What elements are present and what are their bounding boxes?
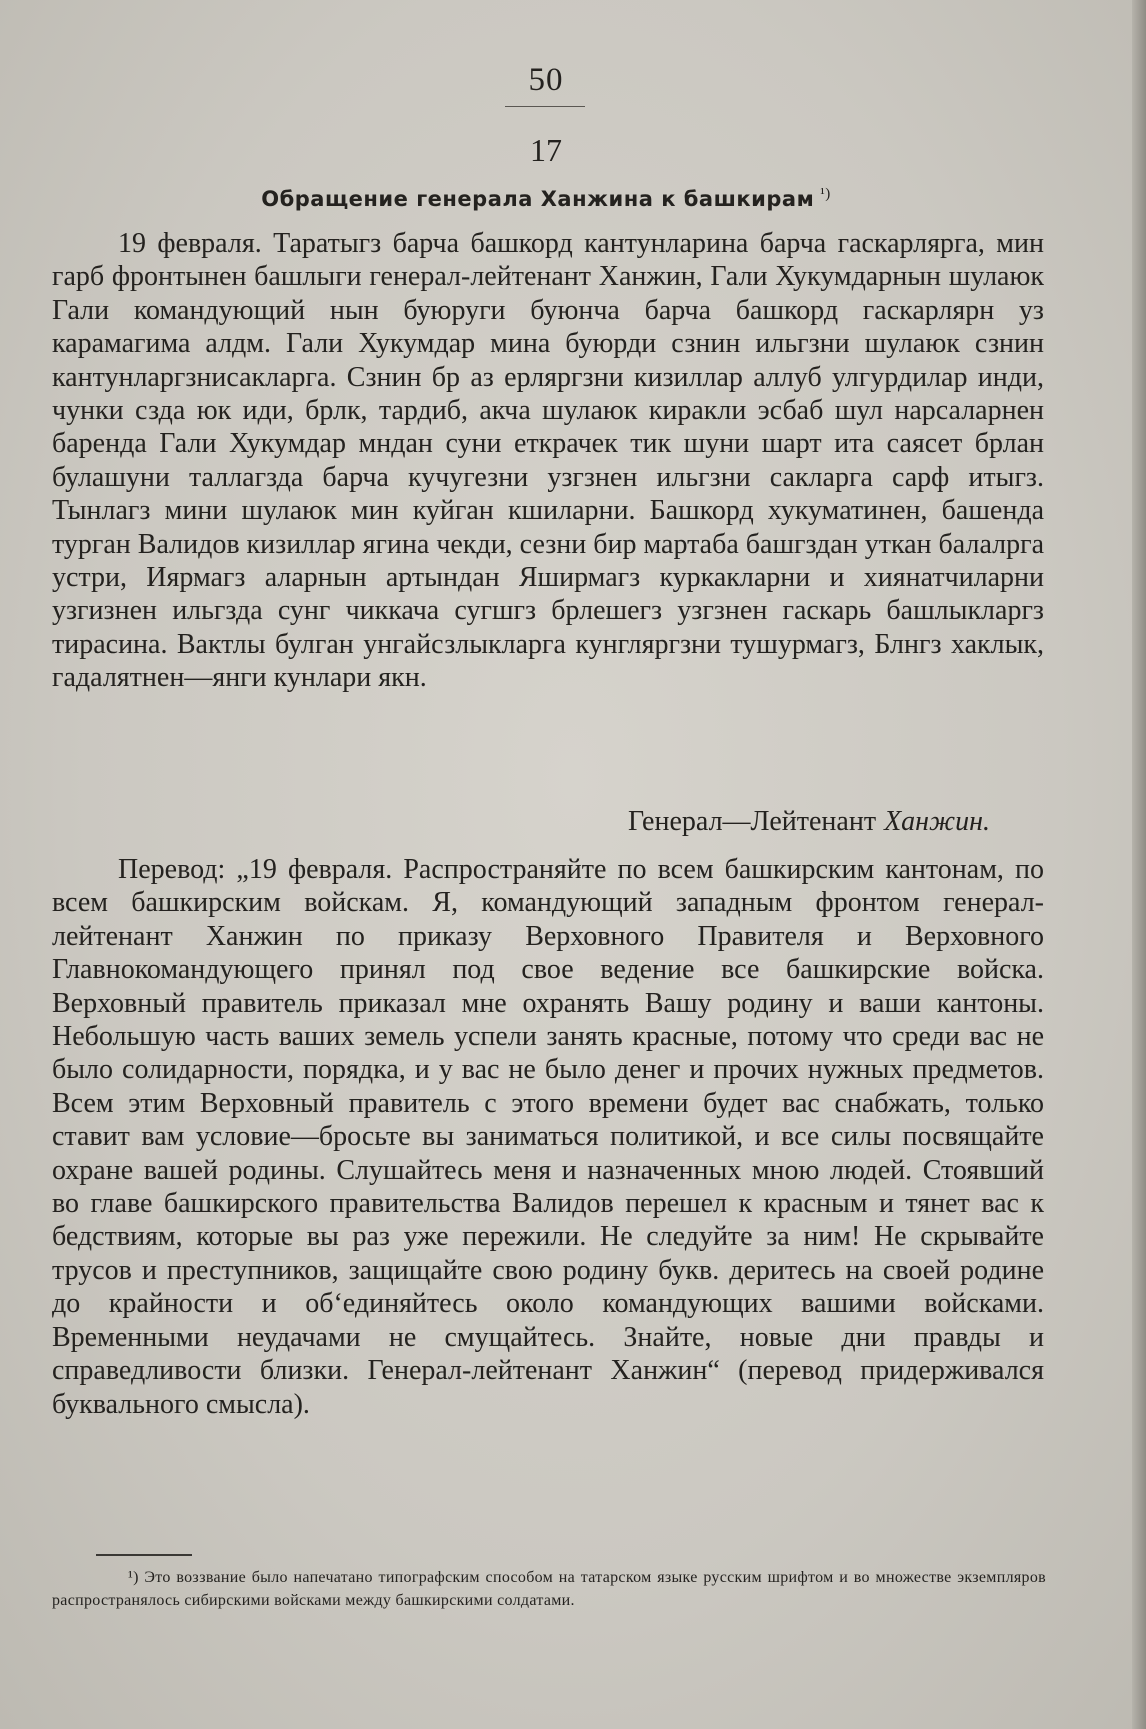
footnote: ¹) Это воззвание было напечатано типографским способом на татарском языке русским шрифтом и во множестве экземпляров распространялось сибирскими войсками между башкирскими солдатами. bbox=[52, 1569, 1046, 1609]
page-edge-shadow bbox=[1132, 0, 1146, 1729]
footnote-rule bbox=[96, 1554, 192, 1556]
document-number: 17 bbox=[530, 132, 562, 168]
translation-text: Перевод: „19 февраля. Распространяйте по всем башкирским кантонам, по всем башкирским войскам. Я, командующий западным фронтом генерал-лейтенант Ханжин по приказу Верховного Правителя и Верховного Главнокомандующего принял под свое ведение все башкирские войска. Верховный правитель приказал мне охранять Вашу родину и ваши кантоны. Небольшую часть ваших земель успели занять красные, потому что среди вас не было солидарности, порядка, и у вас не было денег и прочих нужных предметов. Всем этим Верховный правитель с этого времени будет вас снабжать, только ставит вам условие—бросьте вы заниматься политикой, и все силы посвящайте охране вашей родины. Слушайтесь меня и назначенных мною людей. Стоявший во главе башкирского правительства Валидов перешел к красным и тянет вас к бедствиям, которые вы раз уже пережили. Не следуйте за ним! Не скрывайте трусов и преступников, защищайте свою родину букв. деритесь на своей родине до крайности и об‘единяйтесь около командующих вашими войсками. Временными неудачами не смущайтесь. Знайте, новые дни правды и справедливости близки. Генерал-лейтенант Ханжин“ (перевод придерживался буквального смысла). bbox=[52, 854, 1044, 1420]
page-number-rule bbox=[505, 106, 585, 107]
document-title-text: Обращение генерала Ханжина к башкирам bbox=[261, 187, 815, 211]
signature-name: Ханжин. bbox=[884, 806, 990, 837]
original-appeal-text: 19 февраля. Таратыгз барча башкорд кантунларина барча гаскарлярга, мин гарб фронтынен башлыги генерал-лейтенант Ханжин, Гали Хукумдарнын шулаюк Гали командующий нын буюруги буюнча барча башкорд гаскарлярн уз карамагима алдм. Гали Хукумдар мина буюрди сзнин ильгзни шулаюк сзнин кантунларгзнисакларга. Сзнин бр аз ерляргзни кизиллар аллуб улгурдилар инди, чунки сзда юк иди, брлк, тардиб, акча шулаюк киракли эсбаб шул нарсаларнен баренда Гали Хукумдар мндан суни еткрачек тик шуни шарт ита саясет брлан булашуни таллагзда барча кучугезни узгзнен ильгзни сакларга сарф итыгз. Тынлагз мини шулаюк мин куйган кшиларни. Башкорд хукуматинен, башенда турган Валидов кизиллар ягина чекди, сезни бир мартаба башгздан уткан балалрга устри, Иярмагз аларнын артындан Яширмагз куркакларни и хиянатчиларни узгизнен ильгзда сунг чиккача сугшгз брлешегз узгзнен гаскарь башлыкларгз тирасина. Вактлы булган унгайсзлыкларга кунгляргзни тушурмагз, Блнгз хаклык, гадалятнен—янги кунлари якн. bbox=[52, 228, 1044, 694]
document-title bbox=[0, 186, 1092, 211]
signature-rank: Генерал—Лейтенант bbox=[628, 806, 877, 837]
signature bbox=[628, 806, 990, 838]
title-footnote-mark: ¹) bbox=[820, 186, 831, 202]
page-number: 50 bbox=[528, 62, 564, 98]
